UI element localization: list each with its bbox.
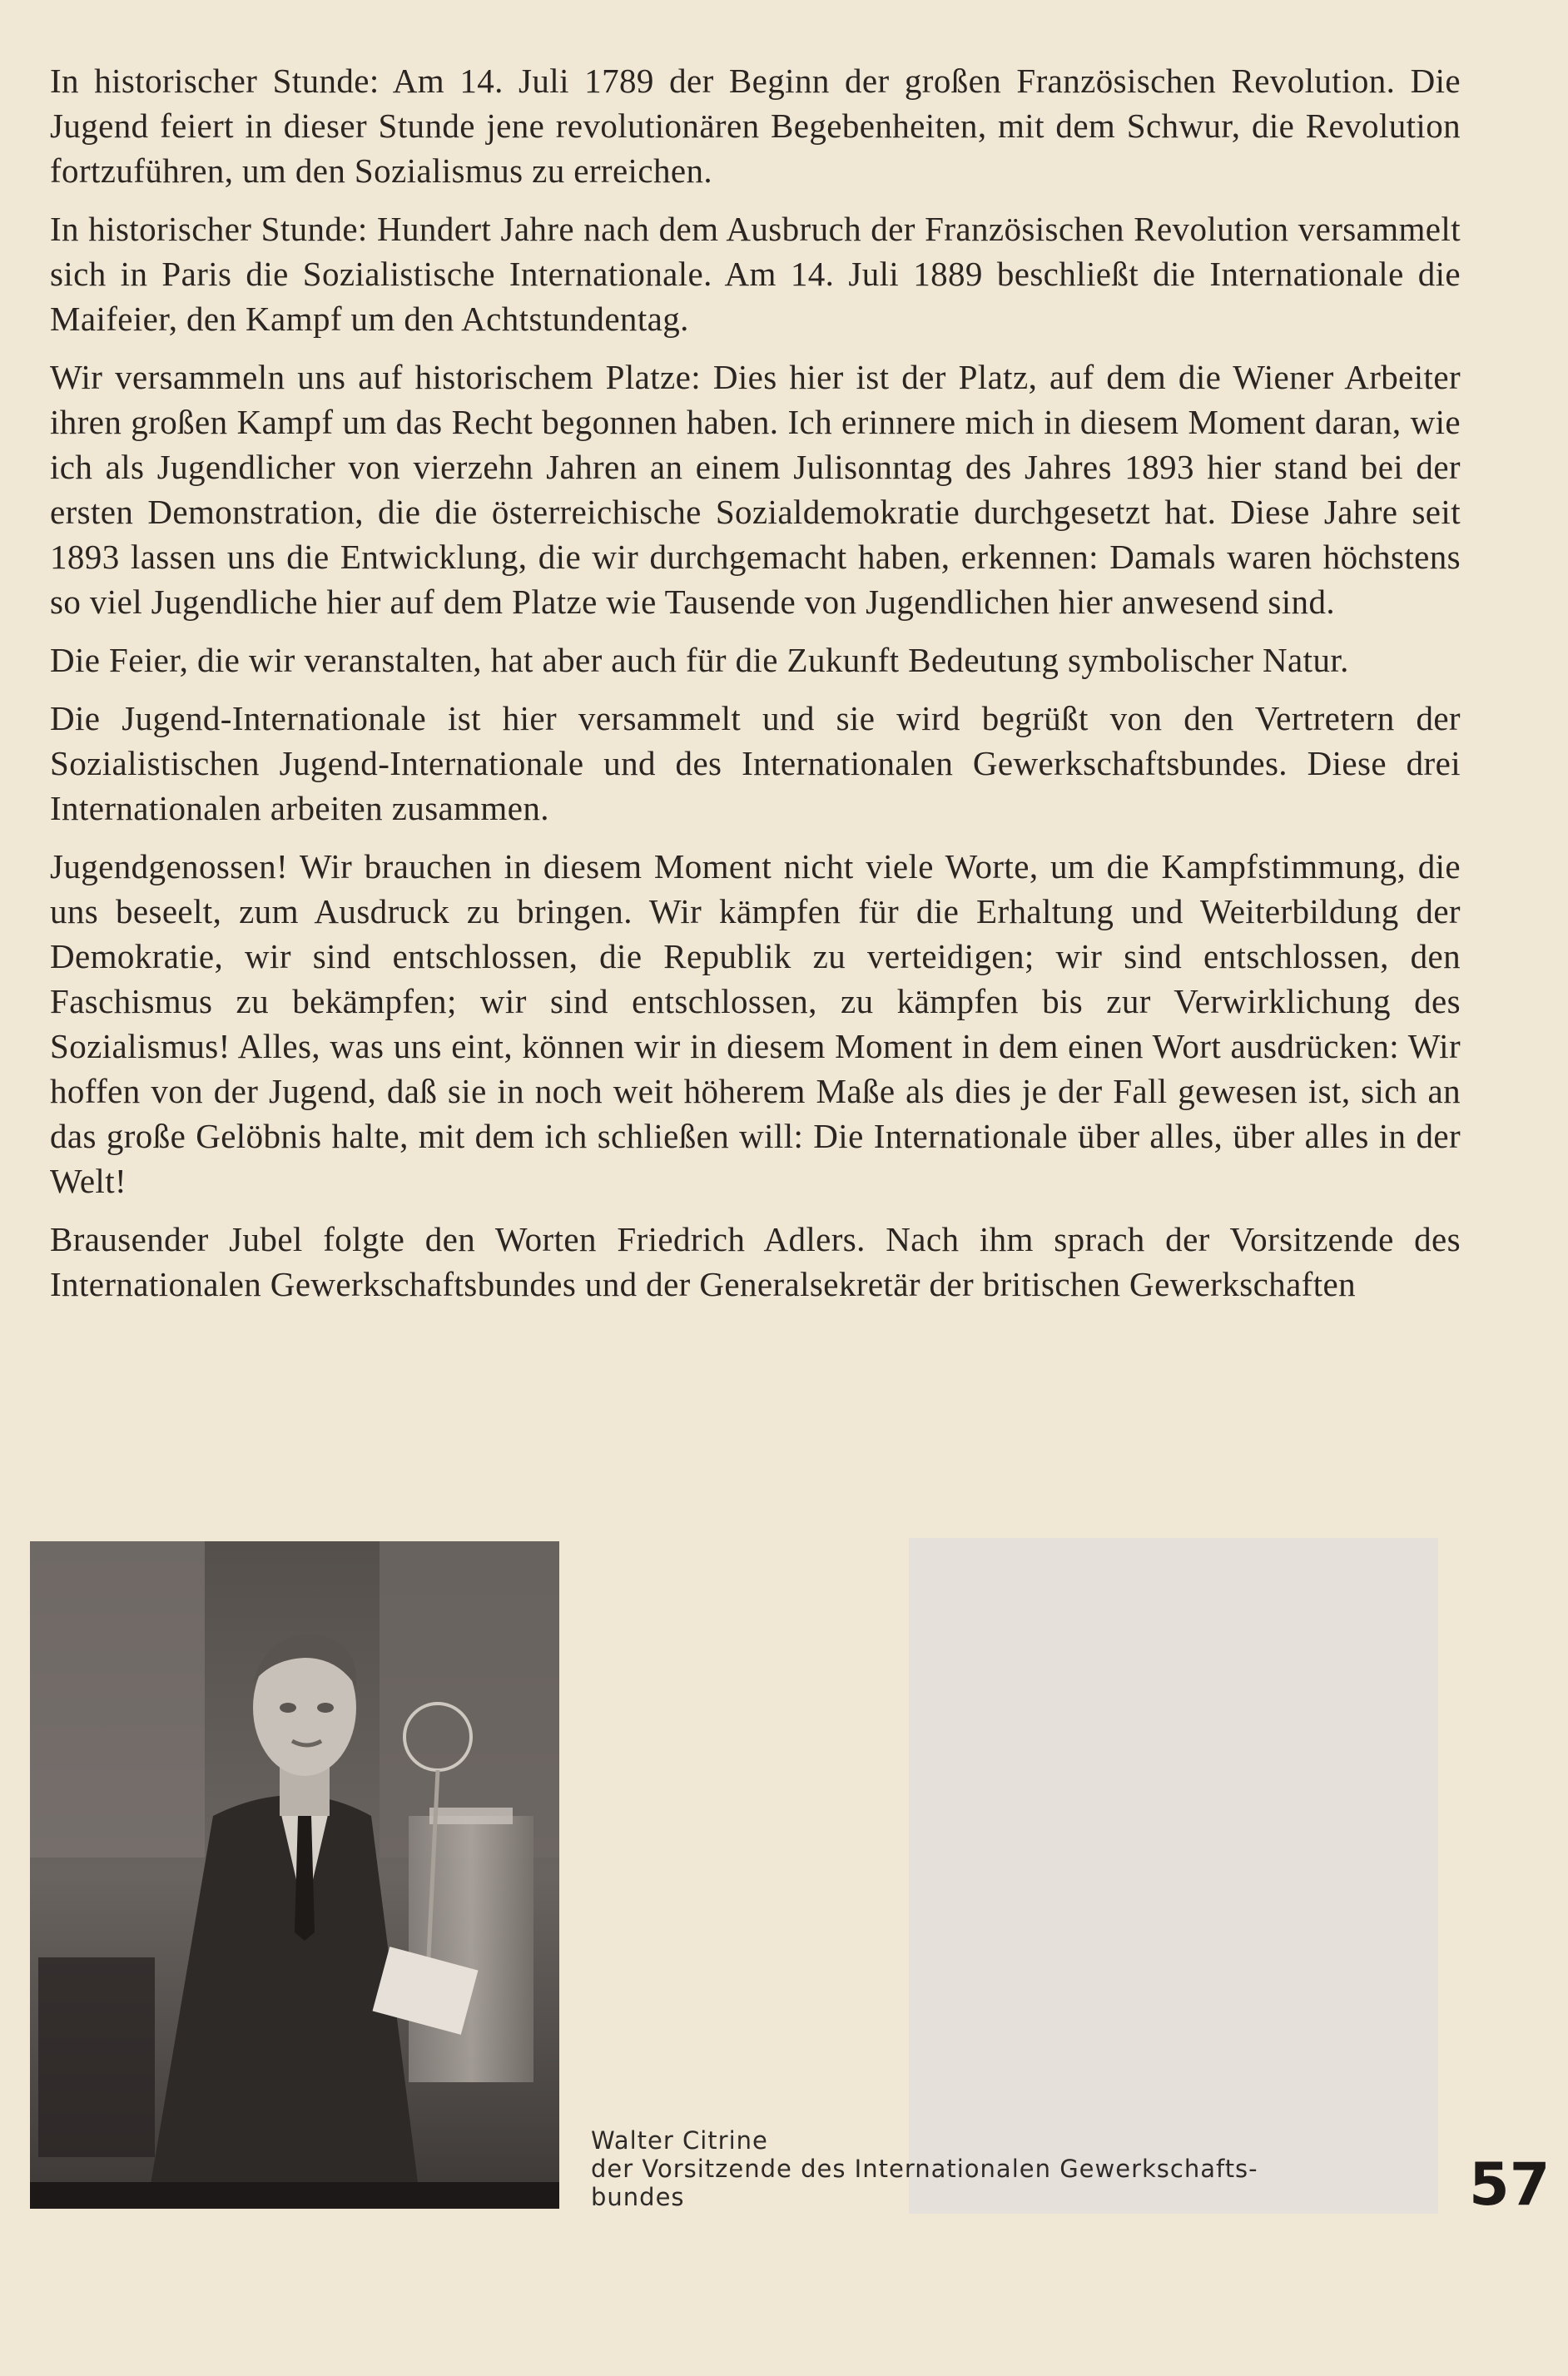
speaker-photo-illustration	[30, 1541, 559, 2209]
speaker-photo	[30, 1541, 559, 2209]
paragraph-3: Wir versammeln uns auf historischem Platze: Dies hier ist der Platz, auf dem die Wiener Arbeiter ihren großen Kampf um das Recht begonnen haben. Ich erinnere mich in diesem Moment daran, wie ich als Jugendlicher von vierzehn Jahren an einem Julisonntag des Jahres 1893 hier stand bei der ersten Demonstration, die die österreichische Sozialdemokratie durchgesetzt hat. Diese Jahre seit 1893 lassen uns die Entwicklung, die wir durchgemacht haben, erkennen: Damals waren höchstens so viel Jugendliche hier auf dem Platze wie Tausende von Jugendlichen hier anwesend sind.	[50, 358, 1461, 621]
caption-background-panel	[909, 1538, 1438, 2214]
photo-caption	[591, 2126, 1423, 2211]
paragraph-1: In historischer Stunde: Am 14. Juli 1789 der Beginn der großen Französischen Revolution. Die Jugend feiert in dieser Stunde jene revolutionären Begebenheiten, mit dem Schwur, die Revolution fortzuführen, um den Sozialismus zu erreichen.	[50, 62, 1461, 190]
paragraph-7: Brausender Jubel folgte den Worten Friedrich Adlers. Nach ihm sprach der Vorsitzende des Internationalen Gewerkschaftsbundes und der Generalsekretär der britischen Gewerkschaften	[50, 1220, 1461, 1303]
body-text	[50, 58, 1461, 1320]
caption-description: der Vorsitzende des Internationalen Gewerkschafts-	[591, 2155, 1258, 2183]
paragraph-5: Die Jugend-Internationale ist hier versammelt und sie wird begrüßt von den Vertretern der Sozialistischen Jugend-Internationale und des Internationalen Gewerkschaftsbundes. Diese drei Internationalen arbeiten zusammen.	[50, 699, 1461, 827]
paragraph-2: In historischer Stunde: Hundert Jahre nach dem Ausbruch der Französischen Revolution versammelt sich in Paris die Sozialistische Internationale. Am 14. Juli 1889 beschließt die Internationale die Maifeier, den Kampf um den Achtstundentag.	[50, 210, 1461, 338]
caption-description-end: bundes	[591, 2183, 685, 2211]
paragraph-6: Jugendgenossen! Wir brauchen in diesem Moment nicht viele Worte, um die Kampfstimmung, die uns beseelt, zum Ausdruck zu bringen. Wir kämpfen für die Erhaltung und Weiterbildung der Demokratie, wir sind entschlossen, die Republik zu verteidigen; wir sind entschlossen, den Faschismus zu bekämpfen; wir sind entschlossen, zu kämpfen bis zur Verwirklichung des Sozialismus! Alles, was uns eint, können wir in diesem Moment in dem einen Wort ausdrücken: Wir hoffen von der Jugend, daß sie in noch weit höherem Maße als dies je der Fall gewesen ist, sich an das große Gelöbnis halte, mit dem ich schließen will: Die Internationale über alles, über alles in der Welt!	[50, 847, 1461, 1200]
paragraph-4: Die Feier, die wir veranstalten, hat aber auch für die Zukunft Bedeutung symbolischer Natur.	[50, 641, 1349, 679]
page-number: 57	[1469, 2150, 1551, 2219]
caption-name: Walter Citrine	[591, 2126, 768, 2155]
